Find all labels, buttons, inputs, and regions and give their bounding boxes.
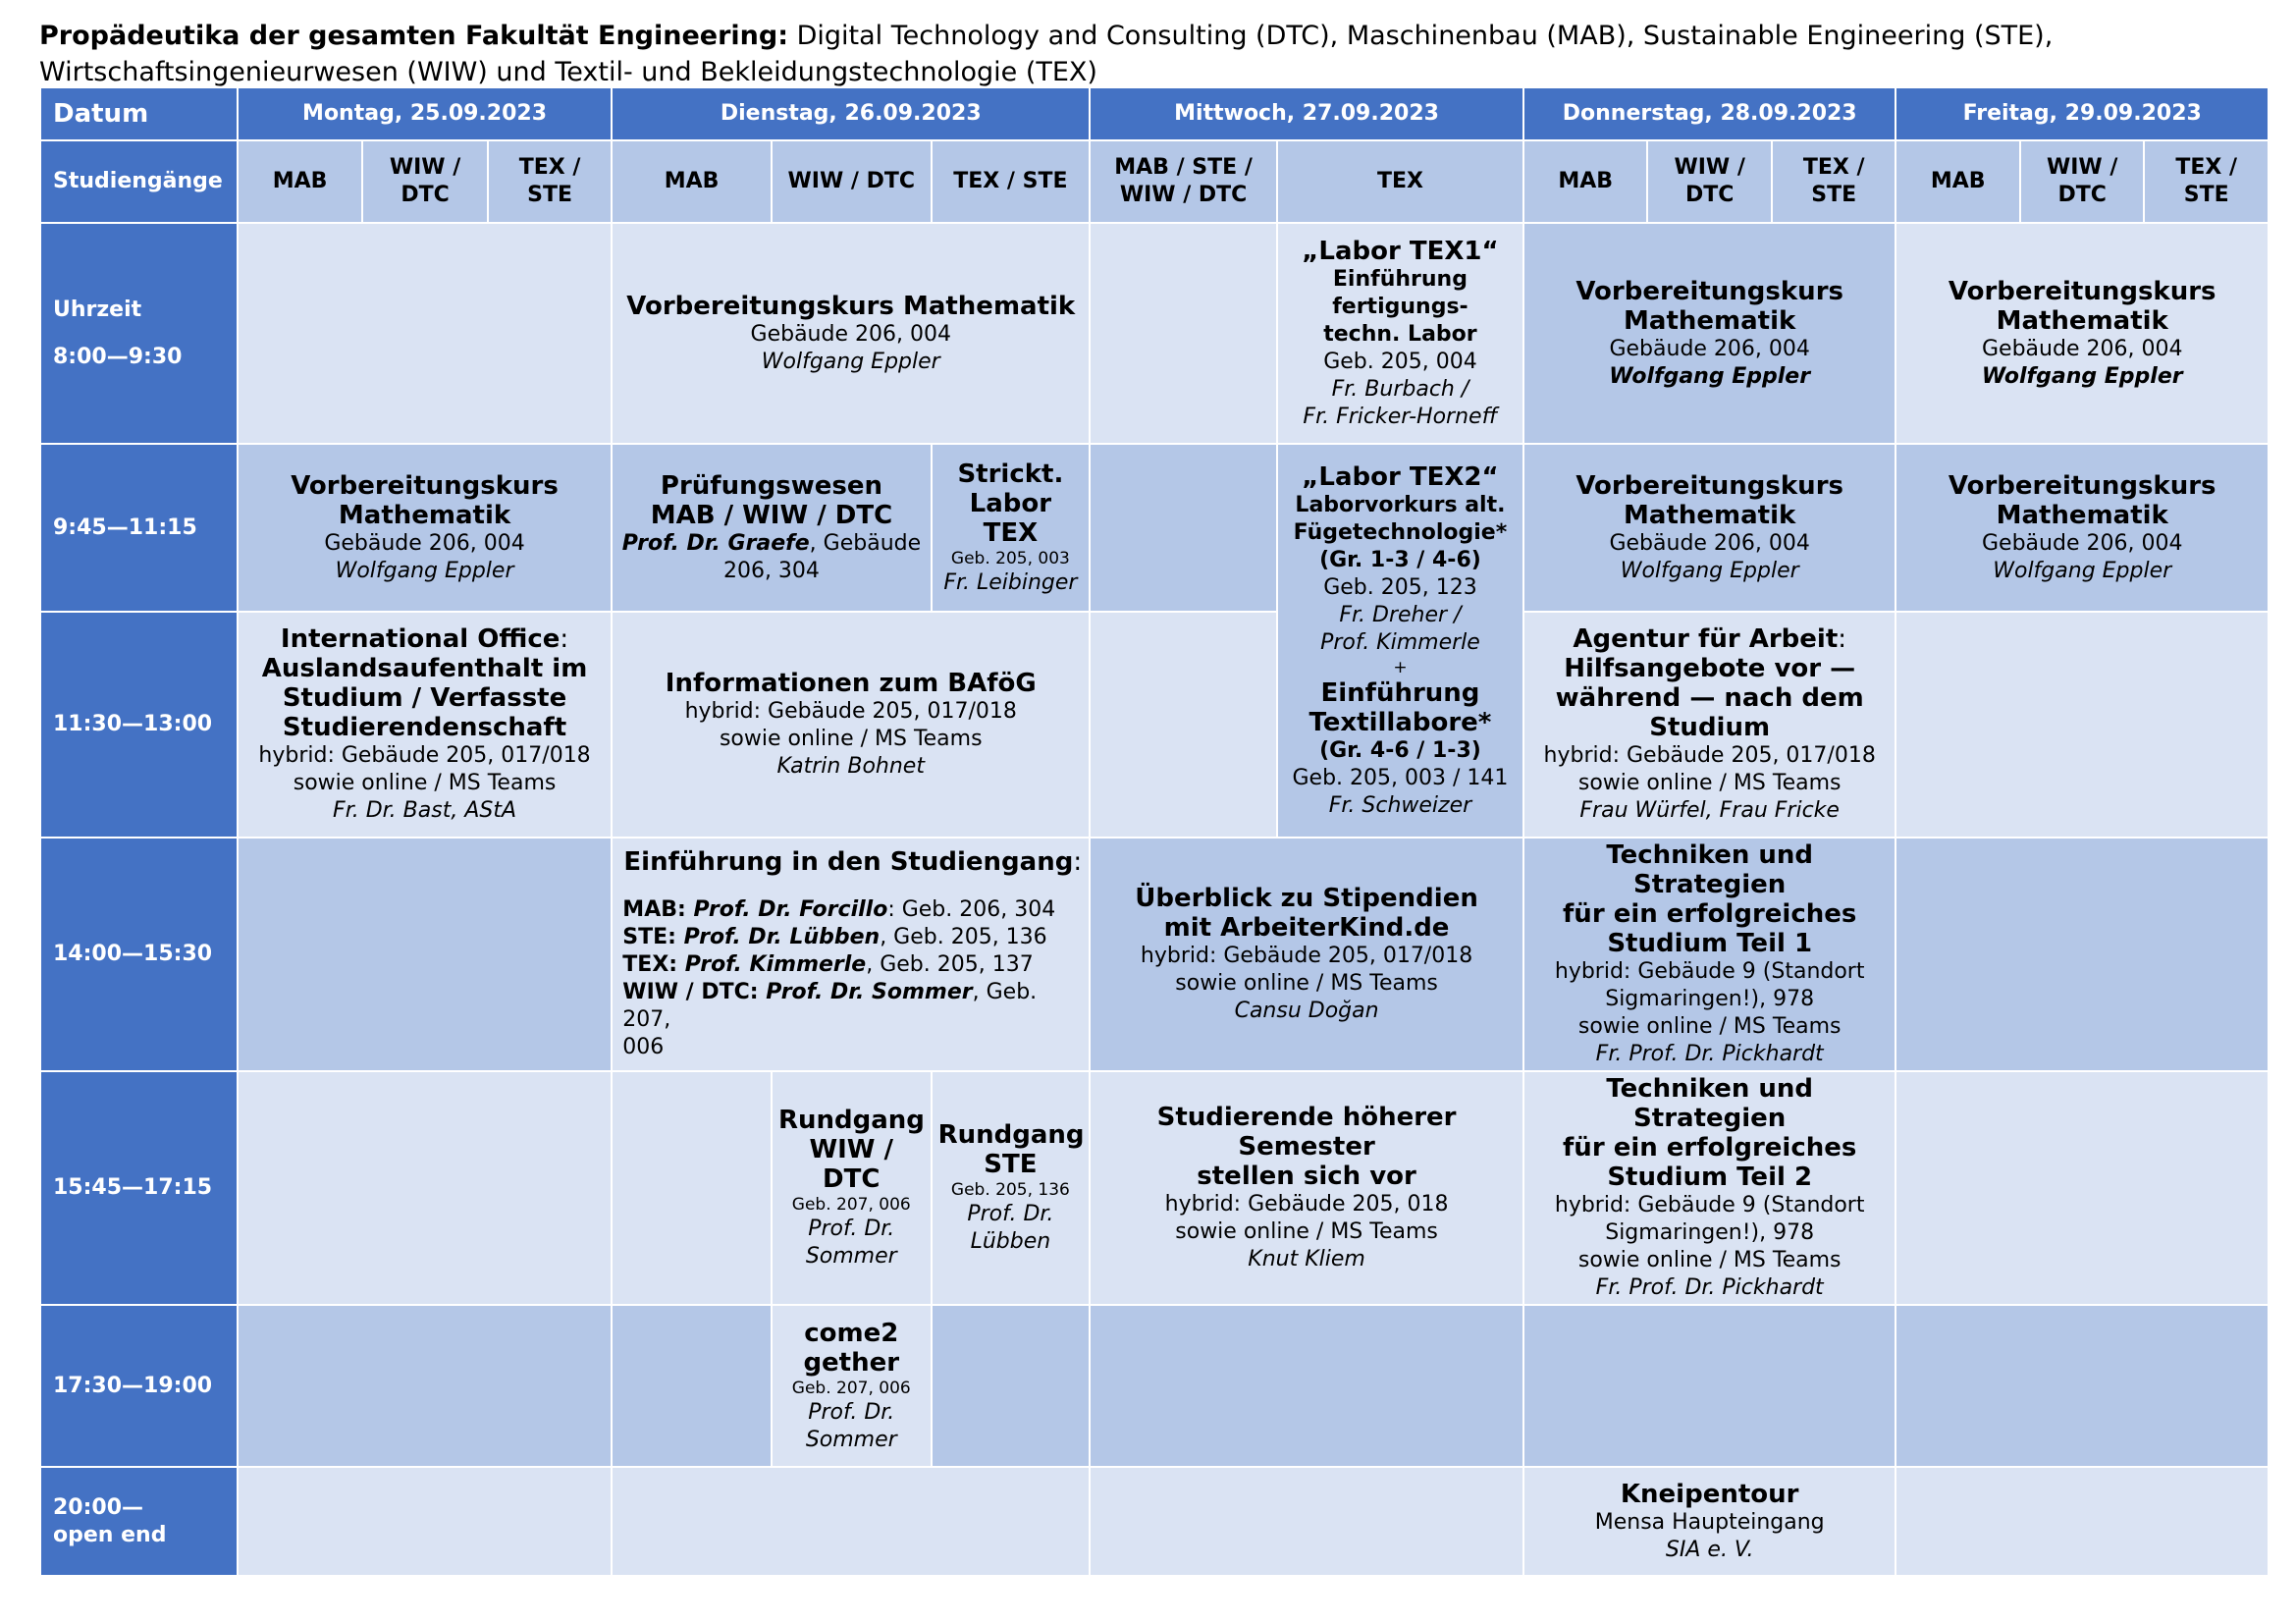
program-tue-wiw: WIW / DTC (772, 140, 932, 223)
event-online: sowie online / MS Teams (1577, 1014, 1842, 1039)
event-title-colon: : (1838, 624, 1847, 654)
event-online: sowie online / MS Teams (293, 771, 557, 795)
event-location: : Geb. 206, 304 (887, 897, 1056, 922)
program-fri-wiw: WIW / DTC (2020, 140, 2145, 223)
einf-mab-line (622, 896, 1083, 924)
event-location: hybrid: Gebäude 9 (Standort (1554, 1193, 1865, 1217)
event-title (622, 847, 1083, 877)
title-rest: Digital Technology and Consulting (DTC), Maschinenbau (MAB), Sustainable Engineering (STE), Wirtschaftsingenieurwesen (WIW) und Textil- und Bekleidungstechnologie (TEX) (39, 21, 2054, 87)
day-friday: Freitag, 29.09.2023 (1896, 87, 2269, 140)
studiengaenge-label: Studiengänge (40, 140, 238, 223)
event-location: Geb. 205, 123 (1323, 574, 1477, 600)
event-location: Geb. 205, 003 (950, 548, 1070, 568)
program-key: MAB: (622, 897, 694, 922)
event-title: Studierendenschaft (282, 713, 567, 742)
event-vk-tue-1 (612, 223, 1090, 444)
program-key: WIW / DTC: (622, 980, 767, 1004)
event-title: Rundgang (777, 1106, 925, 1135)
event-desc: (Gr. 4-6 / 1-3) (1319, 737, 1481, 763)
program-fri-tex: TEX / STE (2144, 140, 2269, 223)
event-person: SIA e. V. (1665, 1537, 1754, 1562)
day-wednesday: Mittwoch, 27.09.2023 (1090, 87, 1523, 140)
empty-cell (612, 1305, 772, 1467)
event-title: Studium Teil 1 (1607, 929, 1813, 958)
program-key: STE: (622, 925, 684, 949)
event-title-part: Einführung in den Studiengang (623, 847, 1074, 877)
program-wed-all: MAB / STE / WIW / DTC (1090, 140, 1277, 223)
empty-cell (1896, 1305, 2269, 1467)
time-7b: open end (53, 1522, 167, 1547)
event-desc: fertigungs- (1332, 294, 1468, 319)
program-tue-tex: TEX / STE (932, 140, 1091, 223)
event-title: Techniken und Strategien (1606, 840, 1814, 899)
empty-cell (238, 1071, 613, 1305)
event-location (618, 530, 924, 558)
event-location: Gebäude 206, 004 (1982, 530, 2183, 556)
empty-cell (1090, 444, 1277, 612)
page-title (39, 18, 2258, 90)
event-person: Prof. Dr. Lübben (683, 925, 881, 949)
empty-cell (1896, 1071, 2269, 1305)
empty-cell (1090, 1467, 1523, 1576)
empty-cell (932, 1305, 1091, 1467)
time-label-7 (40, 1467, 238, 1576)
event-title: Auslandsaufenthalt im (261, 654, 588, 683)
event-location: Gebäude 206, 004 (1609, 336, 1810, 361)
event-title: mit ArbeiterKind.de (1163, 913, 1450, 943)
program-wed-tex: TEX (1277, 140, 1523, 223)
event-title: Vorbereitungskurs Mathematik (626, 291, 1076, 321)
einf-wiw-line (622, 979, 1083, 1034)
event-person: Wolfgang Eppler (1609, 363, 1811, 389)
time-2: 9:45—11:15 (40, 444, 238, 612)
event-techniken-2 (1523, 1071, 1896, 1305)
event-techniken-1 (1523, 838, 1896, 1071)
event-title: come2 (804, 1318, 899, 1348)
event-desc: (Gr. 1-3 / 4-6) (1319, 547, 1481, 572)
event-person: Fr. Prof. Dr. Pickhardt (1595, 1275, 1824, 1300)
time-1: 8:00—9:30 (53, 344, 183, 369)
event-location-part: , Gebäude (809, 530, 922, 556)
empty-cell (612, 1071, 772, 1305)
empty-cell (1896, 1467, 2269, 1576)
event-title: Hilfsangebote vor — (1564, 654, 1856, 683)
time-4: 14:00—15:30 (40, 838, 238, 1071)
program-mon-wiw: WIW / DTC (362, 140, 488, 223)
day-tuesday: Dienstag, 26.09.2023 (612, 87, 1090, 140)
event-vk-mon-2 (238, 444, 613, 612)
program-thu-wiw: WIW / DTC (1647, 140, 1772, 223)
program-mon-mab: MAB (238, 140, 363, 223)
event-come2gether (772, 1305, 932, 1467)
event-title: Vorbereitungskurs (1948, 470, 2216, 501)
empty-cell (238, 1305, 613, 1467)
programs-row (40, 140, 2269, 223)
time-5: 15:45—17:15 (40, 1071, 238, 1305)
event-person: Prof. Kimmerle (1320, 629, 1480, 655)
day-header-row (40, 87, 2269, 140)
empty-cell (1090, 1305, 1523, 1467)
event-title (1530, 624, 1890, 654)
event-title: Vorbereitungskurs (1575, 470, 1843, 501)
event-person: Wolfgang Eppler (1993, 558, 2172, 583)
event-title: während — nach dem (1555, 683, 1864, 713)
event-title: Studierende höherer Semester (1156, 1103, 1457, 1162)
event-person: Fr. Prof. Dr. Pickhardt (1595, 1042, 1824, 1066)
event-title: gether (803, 1347, 900, 1378)
datum-label: Datum (40, 87, 238, 140)
title-bold: Propädeutika der gesamten Fakultät Engineering: (39, 21, 789, 51)
event-title: Studium Teil 2 (1607, 1163, 1813, 1192)
event-title: Einführung (1320, 677, 1480, 708)
event-title: Mathematik (1624, 305, 1796, 336)
event-title (244, 624, 606, 654)
program-fri-mab: MAB (1896, 140, 2020, 223)
event-title: für ein erfolgreiches (1563, 899, 1857, 929)
event-person: Prof. Kimmerle (684, 952, 867, 977)
event-title: Strickt. (957, 459, 1064, 489)
slot-row-4 (40, 838, 2269, 1071)
empty-cell (238, 838, 613, 1071)
event-person: Prof. Dr. Graefe (621, 530, 810, 556)
slot-row-6 (40, 1305, 2269, 1467)
einf-tex-line (622, 951, 1083, 979)
event-location: hybrid: Gebäude 9 (Standort (1554, 959, 1865, 984)
empty-cell (612, 1467, 1090, 1576)
day-thursday: Donnerstag, 28.09.2023 (1523, 87, 1896, 140)
event-title: „Labor TEX2“ (1302, 461, 1499, 492)
event-person: Katrin Bohnet (776, 754, 925, 779)
event-title: WIW / DTC (809, 1135, 894, 1194)
program-thu-mab: MAB (1523, 140, 1648, 223)
event-person: Prof. Dr. Sommer (766, 980, 973, 1004)
event-online: sowie online / MS Teams (1175, 1219, 1438, 1244)
event-location: Sigmaringen!), 978 (1605, 1220, 1815, 1245)
event-title-colon: : (1073, 847, 1083, 877)
event-title: Kneipentour (1620, 1479, 1799, 1509)
event-desc: techn. Labor (1323, 321, 1477, 347)
event-title: Studium (1649, 713, 1771, 742)
event-pruefungswesen (612, 444, 931, 612)
event-stipendien (1090, 838, 1523, 1071)
event-title: Vorbereitungskurs (1948, 276, 2216, 306)
event-title: Vorbereitungskurs (291, 470, 559, 501)
event-person: Prof. Dr. Forcillo (693, 897, 888, 922)
time-3: 11:30—13:00 (40, 612, 238, 838)
event-location: , Geb. 205, 137 (866, 952, 1034, 977)
event-online: sowie online / MS Teams (1175, 971, 1438, 996)
uhrzeit-label: Uhrzeit (53, 297, 142, 322)
event-agentur-arbeit (1523, 612, 1896, 838)
event-person: Sommer (805, 1427, 897, 1452)
program-thu-tex: TEX / STE (1772, 140, 1896, 223)
event-vk-thu-1 (1523, 223, 1896, 444)
event-desc: Einführung (1332, 266, 1468, 292)
event-location: hybrid: Gebäude 205, 017/018 (1543, 743, 1876, 768)
event-location: Gebäude 206, 004 (324, 530, 525, 556)
event-person: Fr. Burbach / (1331, 376, 1469, 402)
event-hoehere-semester (1090, 1071, 1523, 1305)
event-location: 206, 304 (722, 558, 820, 583)
event-title: Informationen zum BAföG (665, 669, 1037, 698)
event-person: Wolfgang Eppler (335, 558, 514, 583)
event-online: sowie online / MS Teams (719, 727, 983, 751)
event-person: Frau Würfel, Frau Fricke (1579, 798, 1840, 823)
event-title: MAB / WIW / DTC (650, 500, 893, 530)
event-person: Sommer (805, 1244, 897, 1269)
event-location: , Geb. 207, (622, 980, 1038, 1032)
event-person: Fr. Dr. Bast, AStA (333, 798, 517, 823)
event-desc: Fügetechnologie* (1293, 519, 1508, 545)
event-rundgang-ste (932, 1071, 1091, 1305)
event-desc: Laborvorkurs alt. (1295, 492, 1506, 517)
event-person: Wolfgang Eppler (1620, 558, 1799, 583)
event-location: hybrid: Gebäude 205, 017/018 (684, 699, 1017, 724)
empty-cell (1523, 1305, 1896, 1467)
day-monday: Montag, 25.09.2023 (238, 87, 613, 140)
event-title-part: Agentur für Arbeit (1573, 624, 1839, 654)
event-bafoeg (612, 612, 1090, 838)
event-person: Fr. Schweizer (1328, 792, 1472, 818)
program-tue-mab: MAB (612, 140, 772, 223)
event-location: hybrid: Gebäude 205, 017/018 (1140, 944, 1473, 968)
event-location: Sigmaringen!), 978 (1605, 987, 1815, 1011)
event-online: sowie online / MS Teams (1577, 771, 1842, 795)
slot-row-1 (40, 223, 2269, 444)
event-person: Prof. Dr. (808, 1217, 895, 1241)
slot-row-2 (40, 444, 2269, 612)
schedule-table (39, 86, 2269, 1577)
event-location: , Geb. 205, 136 (880, 925, 1047, 949)
empty-cell (1896, 612, 2269, 838)
empty-cell (1090, 223, 1277, 444)
event-location: Geb. 207, 006 (791, 1195, 911, 1215)
slot-row-7 (40, 1467, 2269, 1576)
event-title: Vorbereitungskurs (1575, 276, 1843, 306)
event-title: Mathematik (1624, 500, 1796, 530)
event-title: für ein erfolgreiches (1563, 1133, 1857, 1163)
event-person: Wolfgang Eppler (1981, 363, 2183, 389)
event-person: Wolfgang Eppler (761, 349, 940, 374)
plus-sign: + (1393, 657, 1408, 677)
event-strickt-labor (932, 444, 1091, 612)
event-person: Lübben (970, 1229, 1051, 1254)
event-title: Prüfungswesen (660, 470, 882, 501)
event-person: Fr. Dreher / (1339, 602, 1462, 627)
empty-cell (238, 1467, 613, 1576)
event-person: Knut Kliem (1248, 1247, 1365, 1271)
event-title: „Labor TEX1“ (1302, 236, 1499, 266)
event-tex1 (1277, 223, 1523, 444)
einf-ste-line (622, 924, 1083, 951)
event-person: Cansu Doğan (1234, 999, 1379, 1023)
event-title: stellen sich vor (1197, 1162, 1416, 1191)
event-location: hybrid: Gebäude 205, 017/018 (258, 743, 591, 768)
event-rundgang-wiw (772, 1071, 932, 1305)
empty-cell (1896, 838, 2269, 1071)
event-person: Fr. Fricker-Horneff (1303, 404, 1498, 429)
program-key: TEX: (622, 952, 685, 977)
program-mon-tex: TEX / STE (488, 140, 613, 223)
event-location: Geb. 207, 006 (791, 1378, 911, 1398)
event-kneipentour (1523, 1467, 1896, 1576)
event-online: sowie online / MS Teams (1577, 1248, 1842, 1272)
empty-cell (238, 223, 613, 444)
time-label-1 (40, 223, 238, 444)
event-international-office (238, 612, 613, 838)
event-person: Fr. Leibinger (943, 569, 1078, 595)
event-title: Rundgang (937, 1120, 1085, 1150)
event-title: Überblick zu Stipendien (1135, 884, 1478, 913)
event-person: Prof. Dr. (808, 1399, 895, 1425)
event-title: STE (984, 1150, 1038, 1179)
slot-row-3 (40, 612, 2269, 838)
event-vk-thu-2 (1523, 444, 1896, 612)
event-location: Mensa Haupteingang (1594, 1509, 1825, 1535)
event-title: Mathematik (1996, 305, 2168, 336)
event-title: Labor TEX (969, 488, 1052, 548)
event-vk-fri-1 (1896, 223, 2269, 444)
event-location: Gebäude 206, 004 (750, 321, 951, 347)
empty-cell (1090, 612, 1277, 838)
event-location: Geb. 205, 003 / 141 (1292, 765, 1509, 790)
event-title-colon: : (560, 624, 569, 654)
time-6: 17:30—19:00 (40, 1305, 238, 1467)
event-person: Prof. Dr. (967, 1202, 1054, 1226)
event-title: Mathematik (338, 500, 511, 530)
event-location: 006 (622, 1035, 665, 1059)
time-7a: 20:00— (53, 1494, 144, 1520)
event-location: Geb. 205, 004 (1323, 349, 1477, 374)
event-title: Studium / Verfasste (282, 683, 567, 713)
event-title-part: International Office (280, 624, 561, 654)
event-location: Gebäude 206, 004 (1982, 336, 2183, 361)
event-title: Techniken und Strategien (1606, 1074, 1814, 1133)
event-title: Mathematik (1996, 500, 2168, 530)
event-location: hybrid: Gebäude 205, 018 (1164, 1192, 1449, 1217)
event-title: Textillabore* (1308, 707, 1492, 737)
event-tex2 (1277, 444, 1523, 838)
event-einfuehrung-studiengang (612, 838, 1090, 1071)
event-location: Gebäude 206, 004 (1609, 530, 1810, 556)
event-location: Geb. 205, 136 (950, 1180, 1070, 1200)
event-vk-fri-2 (1896, 444, 2269, 612)
slot-row-5 (40, 1071, 2269, 1305)
